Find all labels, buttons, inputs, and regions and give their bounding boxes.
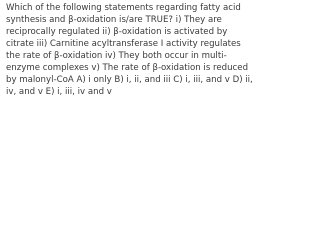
question-text: Which of the following statements regarding fatty acid synthesis and β-oxidation is/are TRUE? i) They are reciprocally regulated ii) β-oxidation is activated by citrate iii) Carnitine acyltransferase I activity regulates the rate of β-oxidation iv) They both occur in multi-enzyme complexes v) The rate of β-oxidation is reduced by malonyl-CoA A) i only B) i, ii, and iii C) i, iii, and v D) ii, iv, and v E) i, iii, iv and v (6, 3, 253, 97)
